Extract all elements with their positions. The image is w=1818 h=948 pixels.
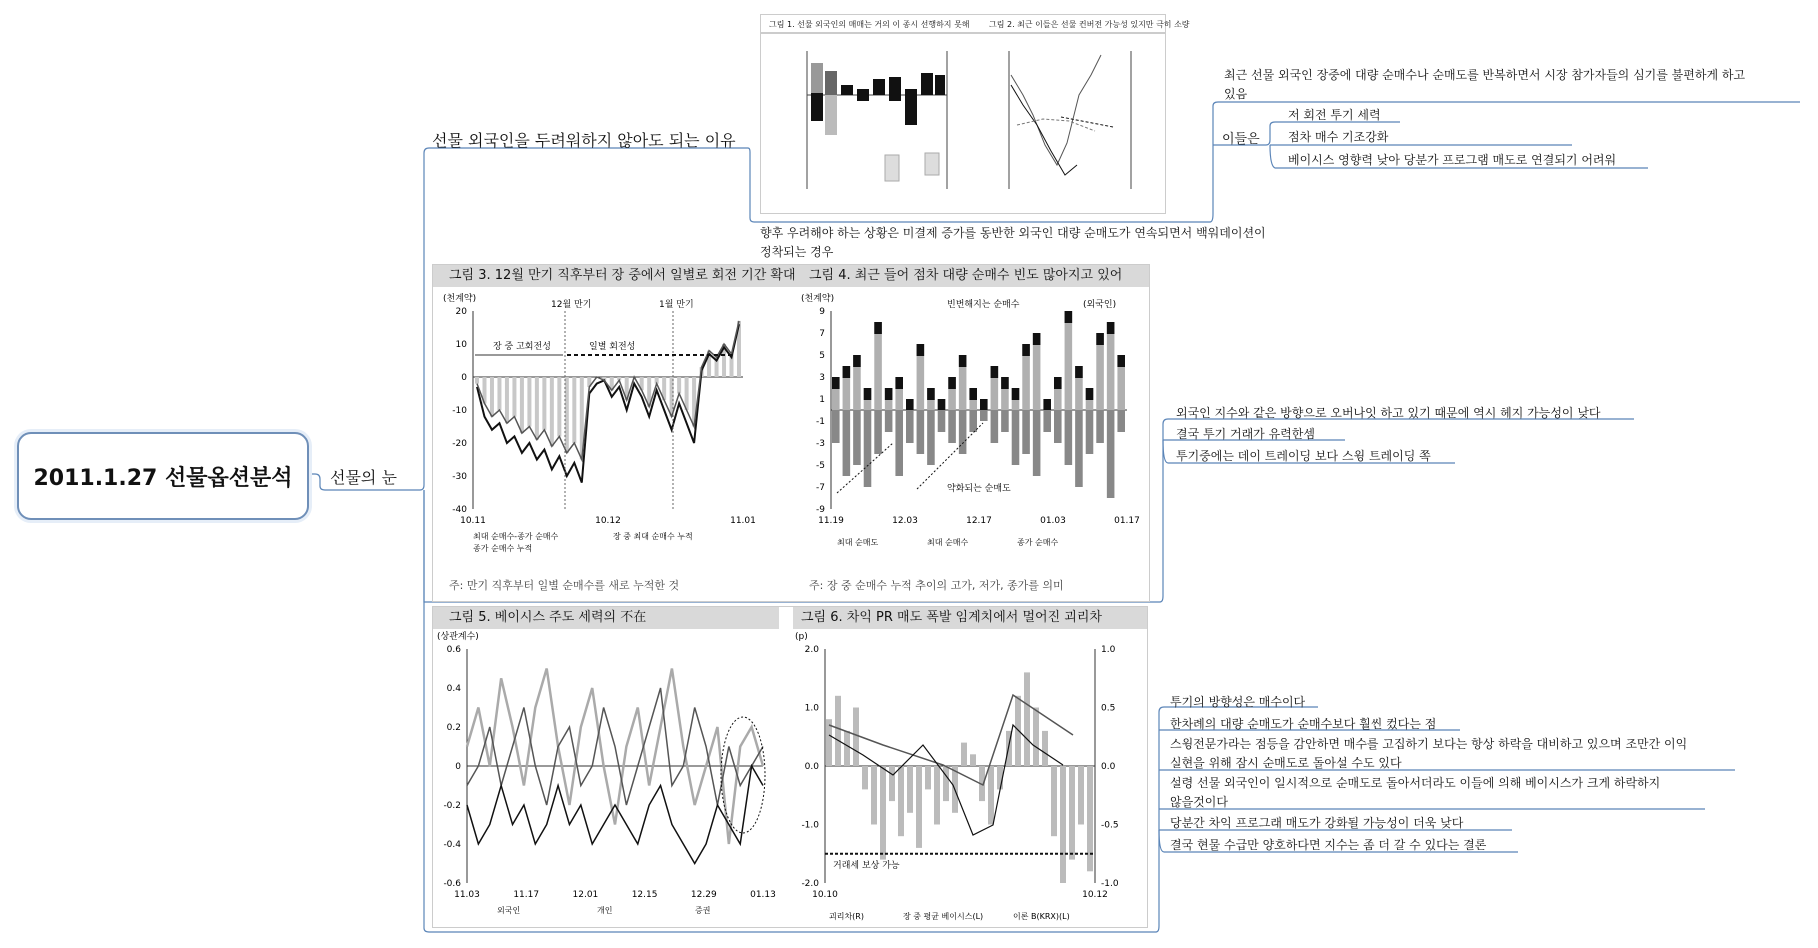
fig4-bar: [969, 410, 977, 432]
note-line: 당분간 차익 프로그래 매도가 강화될 가능성이 더욱 낮다: [1170, 816, 1464, 830]
fig3-bar: [505, 377, 509, 423]
fig4-bar: [938, 399, 946, 410]
topic2-note[interactable]: 외국인 지수와 같은 방향으로 오버나잇 하고 있기 때문에 역시 헤지 가능성이 낮다: [1176, 406, 1601, 420]
fig4-bar: [874, 410, 882, 454]
fig4-bar: [1033, 410, 1041, 476]
figure-3-4[interactable]: [432, 264, 1150, 602]
fig4-bar: [832, 410, 840, 443]
fig1-bar: [921, 73, 933, 95]
y-tick-label: 7: [819, 329, 825, 339]
note-line: 않을것이다: [1170, 795, 1228, 809]
y-tick-label: 0.0: [804, 762, 819, 772]
fig4-bar: [927, 388, 935, 400]
fig5-plot: [437, 632, 785, 923]
root-title: 2011.1.27 선물옵션분석: [33, 465, 293, 491]
x-tick-label: 12.29: [690, 890, 717, 900]
fig1-bar: [811, 93, 823, 121]
y-tick-label: 10: [455, 340, 467, 350]
fig5-caption-bar: [433, 607, 779, 629]
fig5-series-line: [467, 669, 763, 845]
fig5-title: 그림 5. 베이시스 주도 세력의 不在: [449, 610, 647, 625]
fig4-bar: [980, 399, 988, 410]
fig6-bar: [835, 696, 841, 766]
fig4-bar: [1033, 333, 1041, 345]
fig3-bar: [542, 377, 546, 430]
note-line: 실현을 위해 잠시 순매도로 돌아설 수도 있다: [1170, 756, 1402, 770]
fig3-bar: [520, 377, 524, 433]
fig4-bar: [917, 344, 925, 356]
fig4-bar: [991, 410, 999, 443]
x-tick-label: 10.11: [460, 516, 486, 526]
fig3-bar: [475, 377, 479, 384]
y-tick-label: 2.0: [804, 645, 819, 655]
y-tick-label: -5: [816, 461, 825, 471]
fig6-legend-item: 장 중 평균 베이시스(L): [903, 912, 984, 921]
x-tick-label: 01.13: [750, 890, 776, 900]
fig4-bar: [843, 410, 851, 476]
fig4-bar: [1075, 366, 1083, 378]
y-tick-label: 9: [819, 307, 825, 317]
fig3-bar: [512, 377, 516, 417]
y-tick-label: 20: [455, 307, 467, 317]
fig6-annotation: 거래세 보상 가능: [833, 860, 900, 871]
fig6-bar: [862, 766, 868, 789]
figure-1-2[interactable]: [760, 14, 1190, 214]
fig5-legend-item: 개인: [597, 906, 613, 915]
y-tick-label: -1: [816, 417, 825, 427]
fig4-bar: [1022, 344, 1030, 356]
note-line: 향후 우려해야 하는 상황은 미결제 증가를 동반한 외국인 대량 순매도가 연속되면서 백워데이션이: [760, 226, 1266, 240]
y2-tick-label: 0.0: [1101, 762, 1116, 772]
fig4-bar: [832, 377, 840, 389]
fig4-bar: [1001, 377, 1009, 389]
y2-tick-label: 0.5: [1101, 703, 1116, 714]
fig4-bar: [853, 410, 861, 465]
topic2-note[interactable]: 결국 투기 거래가 유력한셈: [1176, 427, 1315, 441]
fig3-bar: [572, 377, 576, 443]
fig1-2-plot: [761, 15, 1165, 213]
fig6-bar: [907, 766, 913, 813]
fig4-bar: [1054, 377, 1062, 389]
fig6-bar: [889, 766, 895, 801]
y2-tick-label: -1.0: [1101, 879, 1119, 889]
fig1-bar: [889, 77, 901, 101]
fig4-legend-item: 최대 순매수: [927, 538, 969, 547]
fig4-bar: [1107, 410, 1115, 498]
fig4-bar: [895, 377, 903, 389]
fig4-bar: [991, 366, 999, 378]
x-tick-label: 12.01: [572, 890, 599, 900]
fig1-bar: [925, 153, 939, 175]
fig4-bar: [885, 388, 893, 400]
fig6-bar: [880, 766, 886, 860]
fig6-bar: [1087, 766, 1093, 871]
fig5-legend-item: 외국인: [497, 906, 521, 915]
y-tick-label: -10: [452, 406, 467, 416]
fig4-title: 그림 4. 최근 들어 점차 대량 순매수 빈도 많아지고 있어: [809, 268, 1123, 283]
fig1-bar: [811, 63, 823, 93]
y-axis-label: (천계약): [801, 294, 835, 304]
x-tick-label: 10.12: [595, 516, 621, 526]
fig4-bar: [1022, 410, 1030, 454]
y2-tick-label: -0.5: [1101, 820, 1119, 831]
fig3-legend-item: 최대 순매수-종가 순매수: [473, 532, 559, 541]
fig4-bar: [1117, 410, 1125, 432]
note-line: 스윙전문가라는 점등을 감안하면 매수를 고집하기 보다는 항상 하락을 대비하고 있으며 조만간 이익: [1170, 737, 1688, 751]
y-tick-label: -0.4: [443, 840, 461, 850]
branch-futures-eye[interactable]: 선물의 눈: [330, 468, 397, 487]
fig4-bar: [1012, 388, 1020, 400]
fig1-bar: [841, 85, 853, 95]
x-tick-label: 11.19: [818, 516, 844, 526]
fig1-bar: [905, 89, 917, 125]
topic3-note[interactable]: [1170, 774, 1660, 812]
y-tick-label: 1.0: [804, 703, 819, 714]
fig4-bar: [917, 410, 925, 454]
y-tick-label: -7: [816, 483, 825, 493]
x-tick-label: 11.17: [513, 890, 540, 900]
fig4-bar: [1117, 355, 1125, 367]
fig2-title: 그림 2. 최근 이들은 선물 컨버전 가능성 있지만 극히 소량: [989, 20, 1190, 29]
fig4-bar: [1012, 410, 1020, 465]
topic3-note[interactable]: [1170, 715, 1436, 734]
fig5-highlight-circle: [721, 717, 765, 833]
fig3-bar: [527, 377, 531, 427]
fig4-bar: [1096, 410, 1104, 443]
fig3-footnote: 주: 만기 직후부터 일별 순매수를 새로 누적한 것: [449, 579, 680, 592]
y-tick-label: -1.0: [801, 820, 819, 831]
x-tick-label: 12.17: [966, 516, 992, 526]
fig6-bar: [853, 708, 859, 767]
topic2-note[interactable]: 투기중에는 데이 트레이딩 보다 스윙 트레이딩 쪽: [1176, 449, 1431, 463]
fig6-bar: [1078, 766, 1084, 825]
fig6-bar: [934, 766, 940, 825]
x-tick-label: 11.01: [730, 516, 756, 526]
fig1-bar: [825, 95, 837, 135]
fig1-bar: [885, 155, 899, 181]
fig3-bar: [490, 377, 494, 417]
fig6-bar: [1015, 696, 1021, 766]
fig6-legend-item: 괴리차(R): [829, 912, 864, 921]
y-tick-label: 0.4: [446, 684, 461, 694]
fig1-bar: [873, 79, 885, 95]
fig3-bar: [535, 377, 539, 440]
fig4-annotation: (외국인): [1083, 300, 1117, 310]
fig3-annotation: 장 중 고회전성: [493, 342, 551, 352]
fig3-annotation: 일별 회전성: [589, 342, 636, 352]
fig6-plot: [793, 632, 1145, 923]
fig4-bar: [895, 410, 903, 476]
x-tick-label: 12.15: [631, 890, 658, 900]
fig4-bar: [1096, 333, 1104, 345]
fig4-bar: [864, 388, 872, 400]
fig4-bar: [948, 410, 956, 443]
fig3-annotation: 1월 만기: [659, 300, 694, 310]
topic3-note[interactable]: [1170, 814, 1463, 833]
fig4-bar: [959, 410, 967, 454]
y-axis-label: (상관계수): [437, 632, 479, 642]
fig3-bar: [557, 377, 561, 436]
fig4-bar: [906, 399, 914, 410]
y-tick-label: -2.0: [801, 879, 819, 889]
fig4-bar: [843, 366, 851, 378]
fig4-bar: [885, 410, 893, 432]
figure-5-6[interactable]: [432, 606, 1148, 928]
y-tick-label: 3: [819, 373, 825, 383]
y-tick-label: 0: [455, 762, 461, 772]
y-tick-label: -3: [816, 439, 825, 449]
fig2-line: [1011, 55, 1101, 165]
fig1-bar: [825, 71, 837, 95]
fig2-line: [1011, 85, 1077, 175]
y-tick-label: 5: [819, 351, 825, 361]
fig3-bar: [550, 377, 554, 446]
fig6-bar: [988, 766, 994, 825]
fig6-bar: [970, 754, 976, 766]
fig4-plot: [797, 293, 1139, 561]
root-node[interactable]: [17, 432, 309, 520]
y-tick-label: -30: [452, 472, 467, 482]
note-line: 투기의 방향성은 매수이다: [1170, 695, 1306, 709]
topic3-note[interactable]: [1170, 693, 1305, 712]
fig6-bar: [1069, 766, 1075, 860]
fig4-bar: [927, 410, 935, 465]
group-item[interactable]: 베이시스 영향력 낮아 당분가 프로그램 매도로 연결되기 어려워: [1288, 153, 1617, 167]
fig3-title: 그림 3. 12월 만기 직후부터 장 중에서 일별로 회전 기간 확대: [449, 268, 796, 283]
x-tick-label: 10.12: [1082, 890, 1108, 900]
topic3-note[interactable]: [1170, 836, 1486, 855]
fig4-bar: [938, 410, 946, 432]
topic-foreigner-reason[interactable]: 선물 외국인을 두려워하지 않아도 되는 이유: [432, 131, 736, 150]
note-line: 정착되는 경우: [760, 245, 834, 259]
fig6-bar: [925, 766, 931, 789]
fig4-bar: [1075, 410, 1083, 487]
x-tick-label: 01.03: [1040, 516, 1066, 526]
fig4-bar: [969, 388, 977, 400]
fig4-bar: [874, 322, 882, 410]
y-tick-label: -0.2: [443, 801, 461, 811]
fig6-bar: [898, 766, 904, 836]
note-line: 한차례의 대량 순매도가 순매수보다 훨씬 컸다는 점: [1170, 717, 1437, 731]
fig4-legend-item: 종가 순매수: [1017, 538, 1059, 547]
fig3-annotation: 12월 만기: [551, 300, 592, 310]
fig3-legend-item: 종가 순매수 누적: [473, 544, 533, 553]
fig4-bar: [1065, 311, 1073, 323]
fig6-bar: [871, 766, 877, 825]
x-tick-label: 12.03: [892, 516, 918, 526]
fig3-legend-item: 장 중 최대 순매수 누적: [613, 532, 693, 541]
fig6-bar: [1051, 766, 1057, 836]
fig4-bar: [948, 377, 956, 389]
fig4-bar: [959, 355, 967, 367]
fig3-bar: [497, 377, 501, 410]
fig4-bar: [1065, 311, 1073, 410]
y-tick-label: -9: [816, 505, 825, 515]
fig4-bar: [906, 410, 914, 443]
y2-tick-label: 1.0: [1101, 645, 1116, 655]
fig4-bar: [1001, 410, 1009, 432]
fig3-plot: [443, 293, 779, 561]
fig4-bar: [1086, 410, 1094, 454]
y-tick-label: 1: [819, 395, 825, 405]
fig4-bar: [1086, 388, 1094, 400]
fig1-bars: [811, 63, 945, 181]
fig5-legend-item: 증권: [695, 906, 711, 915]
topic3-note[interactable]: [1170, 735, 1687, 773]
fig6-bar: [916, 766, 922, 848]
fig4-bar: [1107, 322, 1115, 334]
y-tick-label: -20: [452, 439, 467, 449]
fig6-bar: [1042, 731, 1048, 766]
y-tick-label: -0.6: [443, 879, 461, 889]
fig4-bar: [864, 410, 872, 487]
fig6-bar: [1024, 672, 1030, 766]
fig6-title: 그림 6. 차익 PR 매도 폭발 임계치에서 멀어진 괴리차: [801, 610, 1102, 625]
y-tick-label: 0.2: [446, 723, 461, 733]
fig6-bar: [961, 743, 967, 766]
fig4-legend-item: 최대 순매도: [837, 538, 879, 547]
y-tick-label: 0.6: [446, 645, 461, 655]
fig4-bar: [874, 322, 882, 334]
x-tick-label: 11.03: [454, 890, 480, 900]
fig4-bar: [853, 355, 861, 367]
group-label-these[interactable]: 이들은: [1222, 132, 1260, 147]
note-line: 결국 현물 수급만 양호하다면 지수는 좀 더 갈 수 있다는 결론: [1170, 838, 1487, 852]
x-tick-label: 10.10: [812, 890, 838, 900]
x-tick-label: 01.17: [1114, 516, 1140, 526]
fig1-title: 그림 1. 선물 외국인의 매매는 거의 이 종시 선행하지 못해: [769, 20, 970, 29]
note-line: 최근 선물 외국인 장중에 대량 순매수나 순매도를 반복하면서 시장 참가자들의 심기를 불편하게 하고: [1224, 68, 1746, 82]
fig6-bar: [943, 766, 949, 801]
fig4-annotation: 약화되는 순매도: [947, 484, 1011, 494]
fig1-bar: [857, 89, 869, 101]
fig4-bar: [1065, 410, 1073, 465]
fig4-bar: [1054, 410, 1062, 443]
fig4-bar: [980, 410, 988, 421]
y-tick-label: 0: [461, 373, 467, 383]
fig4-annotation: 빈번해지는 순매수: [947, 300, 1020, 310]
fig6-bar: [844, 731, 850, 766]
fig6-caption-bar: [793, 607, 1147, 629]
fig1-bar: [935, 75, 945, 95]
note-line: 있음: [1224, 87, 1248, 101]
fig3-bar: [685, 377, 689, 410]
fig6-bar: [1033, 708, 1039, 767]
fig3-bar: [677, 377, 681, 394]
y-axis-label: (천계약): [443, 294, 477, 304]
fig4-footnote: 주: 장 중 순매수 누적 추이의 고가, 저가, 종가를 의미: [809, 579, 1064, 592]
fig4-bar: [1043, 410, 1051, 432]
fig4-bar: [1043, 399, 1051, 410]
group-item[interactable]: 저 회전 투기 세력: [1288, 108, 1381, 122]
fig6-bar: [1060, 766, 1066, 883]
topic1-note-main[interactable]: [1224, 66, 1745, 104]
y-axis-label: (p): [795, 632, 808, 642]
y-tick-label: -40: [452, 505, 467, 515]
fig5-series-line: [467, 766, 763, 864]
group-item[interactable]: 점차 매수 기조강화: [1288, 130, 1389, 144]
fig4-bar: [1107, 322, 1115, 410]
topic1-note-bottom[interactable]: [760, 224, 1266, 262]
fig6-legend-item: 이론 B(KRX)(L): [1013, 912, 1070, 921]
note-line: 설령 선물 외국인이 일시적으로 순매도로 돌아서더라도 이들에 의해 베이시스가 크게 하락하지: [1170, 776, 1661, 790]
